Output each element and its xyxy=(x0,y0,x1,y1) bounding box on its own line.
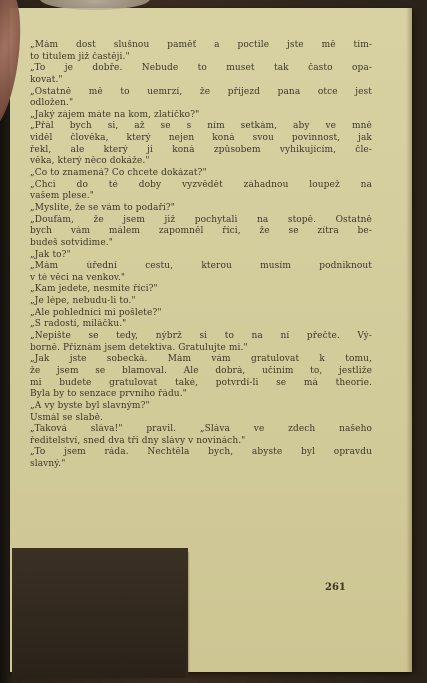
text-line: „A vy byste byl slavným?" xyxy=(30,400,150,411)
text-line: „Je lépe, nebudu-li to." xyxy=(30,296,136,307)
text-line: „Kam jedete, nesmíte říci?" xyxy=(30,284,158,295)
text-line: kovat." xyxy=(30,74,63,85)
text-line: borně. Přiznám jsem detektiva. Gratulujte mi." xyxy=(30,342,248,353)
text-line: „Jak to?" xyxy=(30,249,71,260)
text-line: „Doufám, že jsem již pochytali na stopě. Ostatně xyxy=(30,214,372,225)
text-line: „S radostí, miláčku." xyxy=(30,319,127,330)
text-line: odložen." xyxy=(30,98,74,109)
text-line: ředitelství, sned dva tři dny slávy v novinách." xyxy=(30,435,246,446)
text-line: „Ostatně mě to uemrzí, že příjezd pana otce jest xyxy=(30,86,372,97)
text-line: „Taková sláva!" pravil. „Sláva ve zdech našeho xyxy=(30,424,372,435)
text-line: bych vám málem zapomněl říci, že se zítra be- xyxy=(30,226,372,237)
page-number: 261 xyxy=(325,582,346,593)
text-line: „Mám dost slušnou paměť a poctile jste mě tím- xyxy=(30,40,372,50)
text-line: v té věci na venkov." xyxy=(30,272,126,283)
text-line: „Jaký zájem máte na kom, zlatíčko?" xyxy=(30,109,200,120)
text-line: „Myslíte, že se vám to podaří?" xyxy=(30,202,176,213)
torn-page-corner xyxy=(12,548,188,678)
text-line: slavný." xyxy=(30,459,66,470)
text-line: Byla by to senzace prvního řádu." xyxy=(30,389,187,400)
text-line: „To jsem ráda. Nechtěla bych, abyste byl opravdu xyxy=(30,447,372,458)
text-line: „Jak jste sobecká. Mám vám gratulovat k tomu, xyxy=(30,354,372,365)
text-line: že jsem se blamoval. Ale dobrá, učiním to, jestliže xyxy=(30,365,372,376)
text-line: „Co to znamená? Co chcete dokázat?" xyxy=(30,168,207,179)
text-line: „To je dobře. Nebude to muset tak často opa- xyxy=(30,63,372,74)
text-line: budeš sotvidime." xyxy=(30,237,113,248)
text-line: „Mám úřední cestu, kterou musím podniknout xyxy=(30,261,372,272)
text-line: vašem plese." xyxy=(30,191,95,202)
text-line: věka, který něco dokáže." xyxy=(30,156,150,167)
margin-mark: * xyxy=(22,571,27,581)
text-line: řekl, ale který ji koná způsobem vyhikujícím, čle- xyxy=(30,144,372,155)
text-line: „Ale pohledníci mi pošlete?" xyxy=(30,307,162,318)
text-line: mi budete gratulovat také, potvrdí-li se má theorie. xyxy=(30,377,372,388)
text-line: to titulem již častěji." xyxy=(30,51,130,62)
text-line: „Chci do té doby vyzvědět záhadnou loupež na xyxy=(30,179,372,190)
tear-edge-shadow xyxy=(186,552,190,677)
text-line: „Přál bych si, až se s ním setkám, aby ve mně xyxy=(30,121,372,132)
text-line: Usmál se slabě. xyxy=(30,412,103,423)
text-line: viděl člověka, který nejen koná svou povinnost, jak xyxy=(30,133,372,144)
page-edge-shadow xyxy=(406,8,412,672)
text-line: „Nepište se tedy, nýbrž si to na ní přečte. Vý- xyxy=(30,331,372,342)
page-text xyxy=(30,40,372,471)
